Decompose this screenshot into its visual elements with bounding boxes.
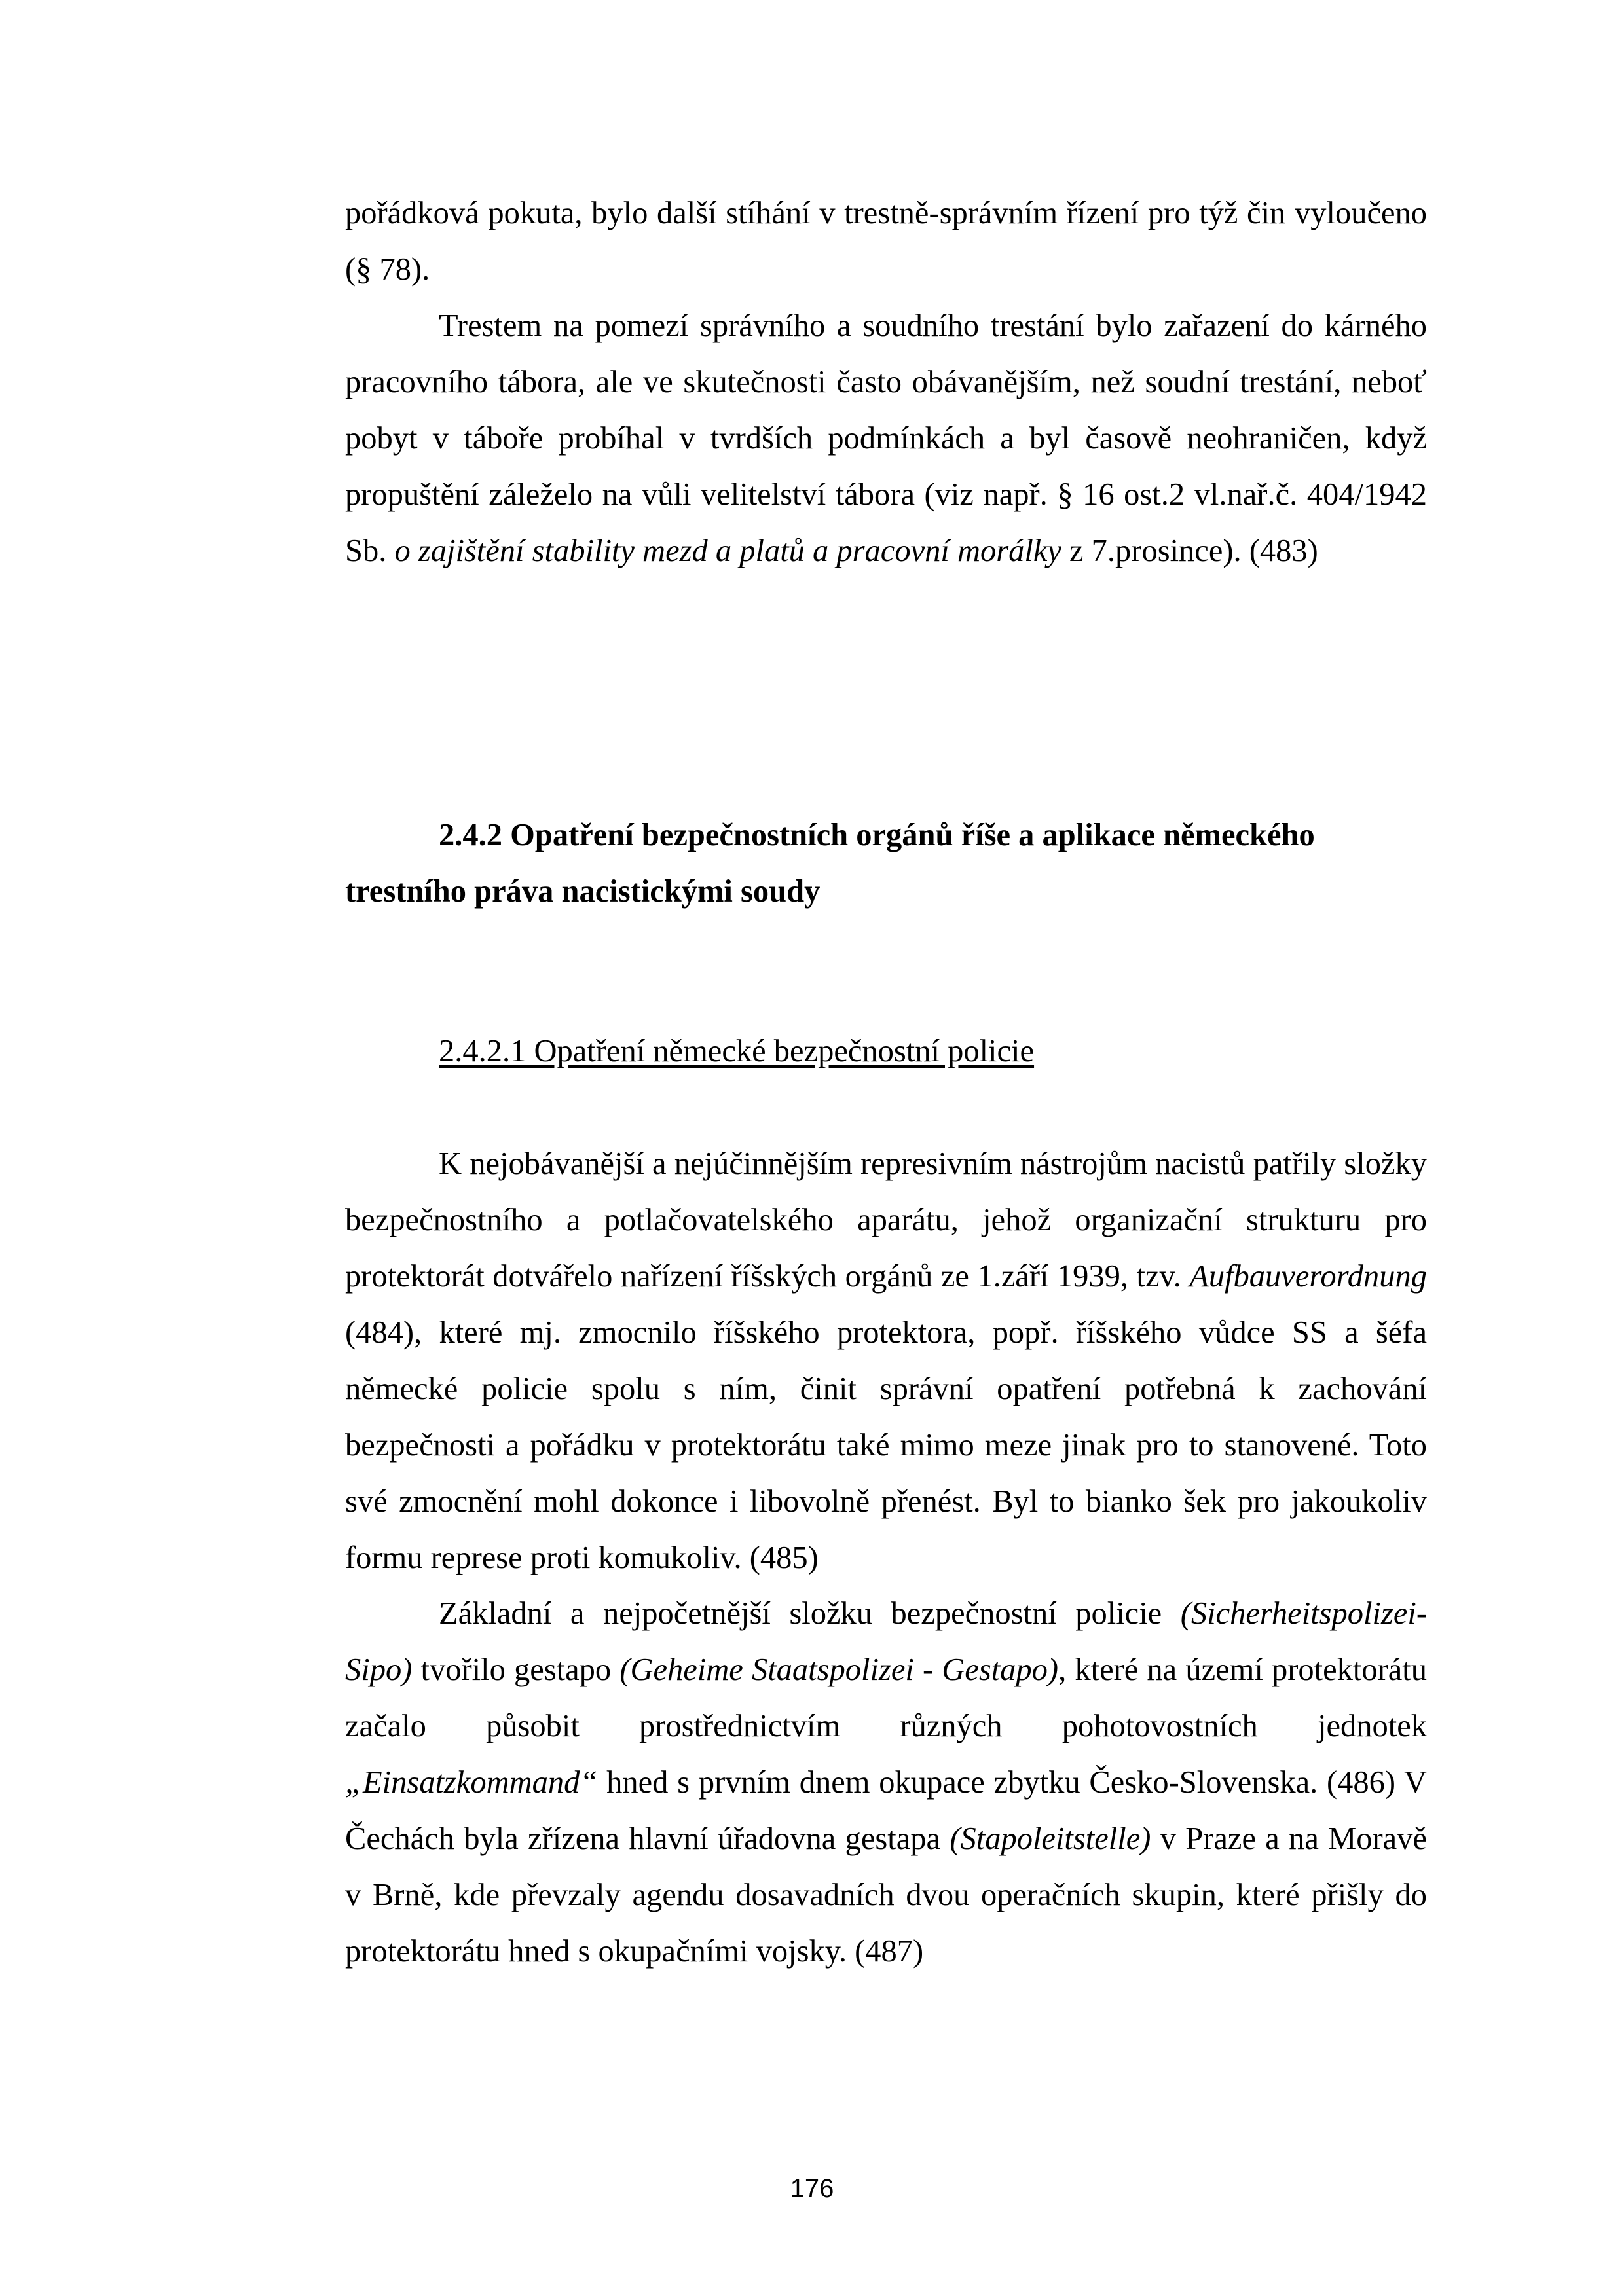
page-number: 176 — [790, 2174, 834, 2203]
text-run: z 7.prosince). (483) — [1061, 534, 1318, 568]
italic-term: (Sicherheitspolizei-Sipo) — [345, 1596, 1427, 1687]
italic-term: „Einsatzkommand“ — [345, 1765, 598, 1800]
text-run: , které na území protektorátu začalo působit prostřednictvím různých pohotovostních jednotek — [345, 1652, 1427, 1743]
section-heading-line-1: 2.4.2 Opatření bezpečnostních orgánů říše a aplikace německého — [439, 818, 1315, 852]
italic-law-title: o zajištění stability mezd a platů a pracovní morálky — [394, 534, 1061, 568]
paragraph-text: pořádková pokuta, bylo další stíhání v trestně-správním řízení pro týž čin vyloučeno (§ 78). — [345, 196, 1427, 287]
body-paragraph-3 — [345, 1136, 1427, 1586]
italic-term: (Stapoleitstelle) — [950, 1821, 1151, 1856]
subsection-heading: 2.4.2.1 Opatření německé bezpečnostní policie — [439, 1034, 1035, 1068]
italic-term: (Geheime Staatspolizei - Gestapo) — [619, 1652, 1059, 1687]
section-heading-line-2: trestního práva nacistickými soudy — [345, 874, 821, 909]
text-run: hned s prvním dnem okupace zbytku Česko-Slovenska. (486) V Čechách byla zřízena hlavní úřadovna gestapa — [345, 1765, 1427, 1856]
body-paragraph-2 — [345, 298, 1427, 579]
italic-term: Aufbauverordnung — [1189, 1259, 1427, 1294]
section-heading — [345, 807, 1427, 920]
text-run: tvořilo gestapo — [412, 1652, 620, 1687]
text-run: K nejobávanější a nejúčinnějším represivním nástrojům nacistů patřily složky bezpečnostního a potlačovatelského aparátu, jehož organizační strukturu pro protektorát dotvářelo nařízení říšských orgánů ze 1.září 1939, tzv. — [345, 1146, 1427, 1294]
paragraph-text — [345, 1136, 1427, 1586]
body-paragraph-4 — [345, 1586, 1427, 1980]
text-run: v Praze a na Moravě v Brně, kde převzaly agendu dosavadních dvou operačních skupin, které přišly do protektorátu hned s okupačními vojsky. (487) — [345, 1821, 1427, 1969]
paragraph-text — [345, 298, 1427, 579]
text-run: Trestem na pomezí správního a soudního trestání bylo zařazení do kárného pracovního tábora, ale ve skutečnosti často obávanějším, než soudní trestání, neboť pobyt v táboře probíhal v tvrdších podmínkách a byl časově neohraničen, když propuštění záleželo na vůli velitelství tábora (viz např. § 16 ost.2 vl.nař.č. 404/1942 Sb. — [345, 308, 1427, 568]
text-run: (484), které mj. zmocnilo říšského protektora, popř. říšského vůdce SS a šéfa německé policie spolu s ním, činit správní opatření potřebná k zachování bezpečnosti a pořádku v protektorátu také mimo meze jinak pro to stanovené. Toto své zmocnění mohl dokonce i libovolně přenést. Byl to bianko šek pro jakoukoliv formu represe proti komukoliv. (485) — [345, 1315, 1427, 1575]
paragraph-text — [345, 1586, 1427, 1980]
body-paragraph-1 — [345, 185, 1427, 298]
text-run: Základní a nejpočetnější složku bezpečnostní policie — [439, 1596, 1181, 1631]
